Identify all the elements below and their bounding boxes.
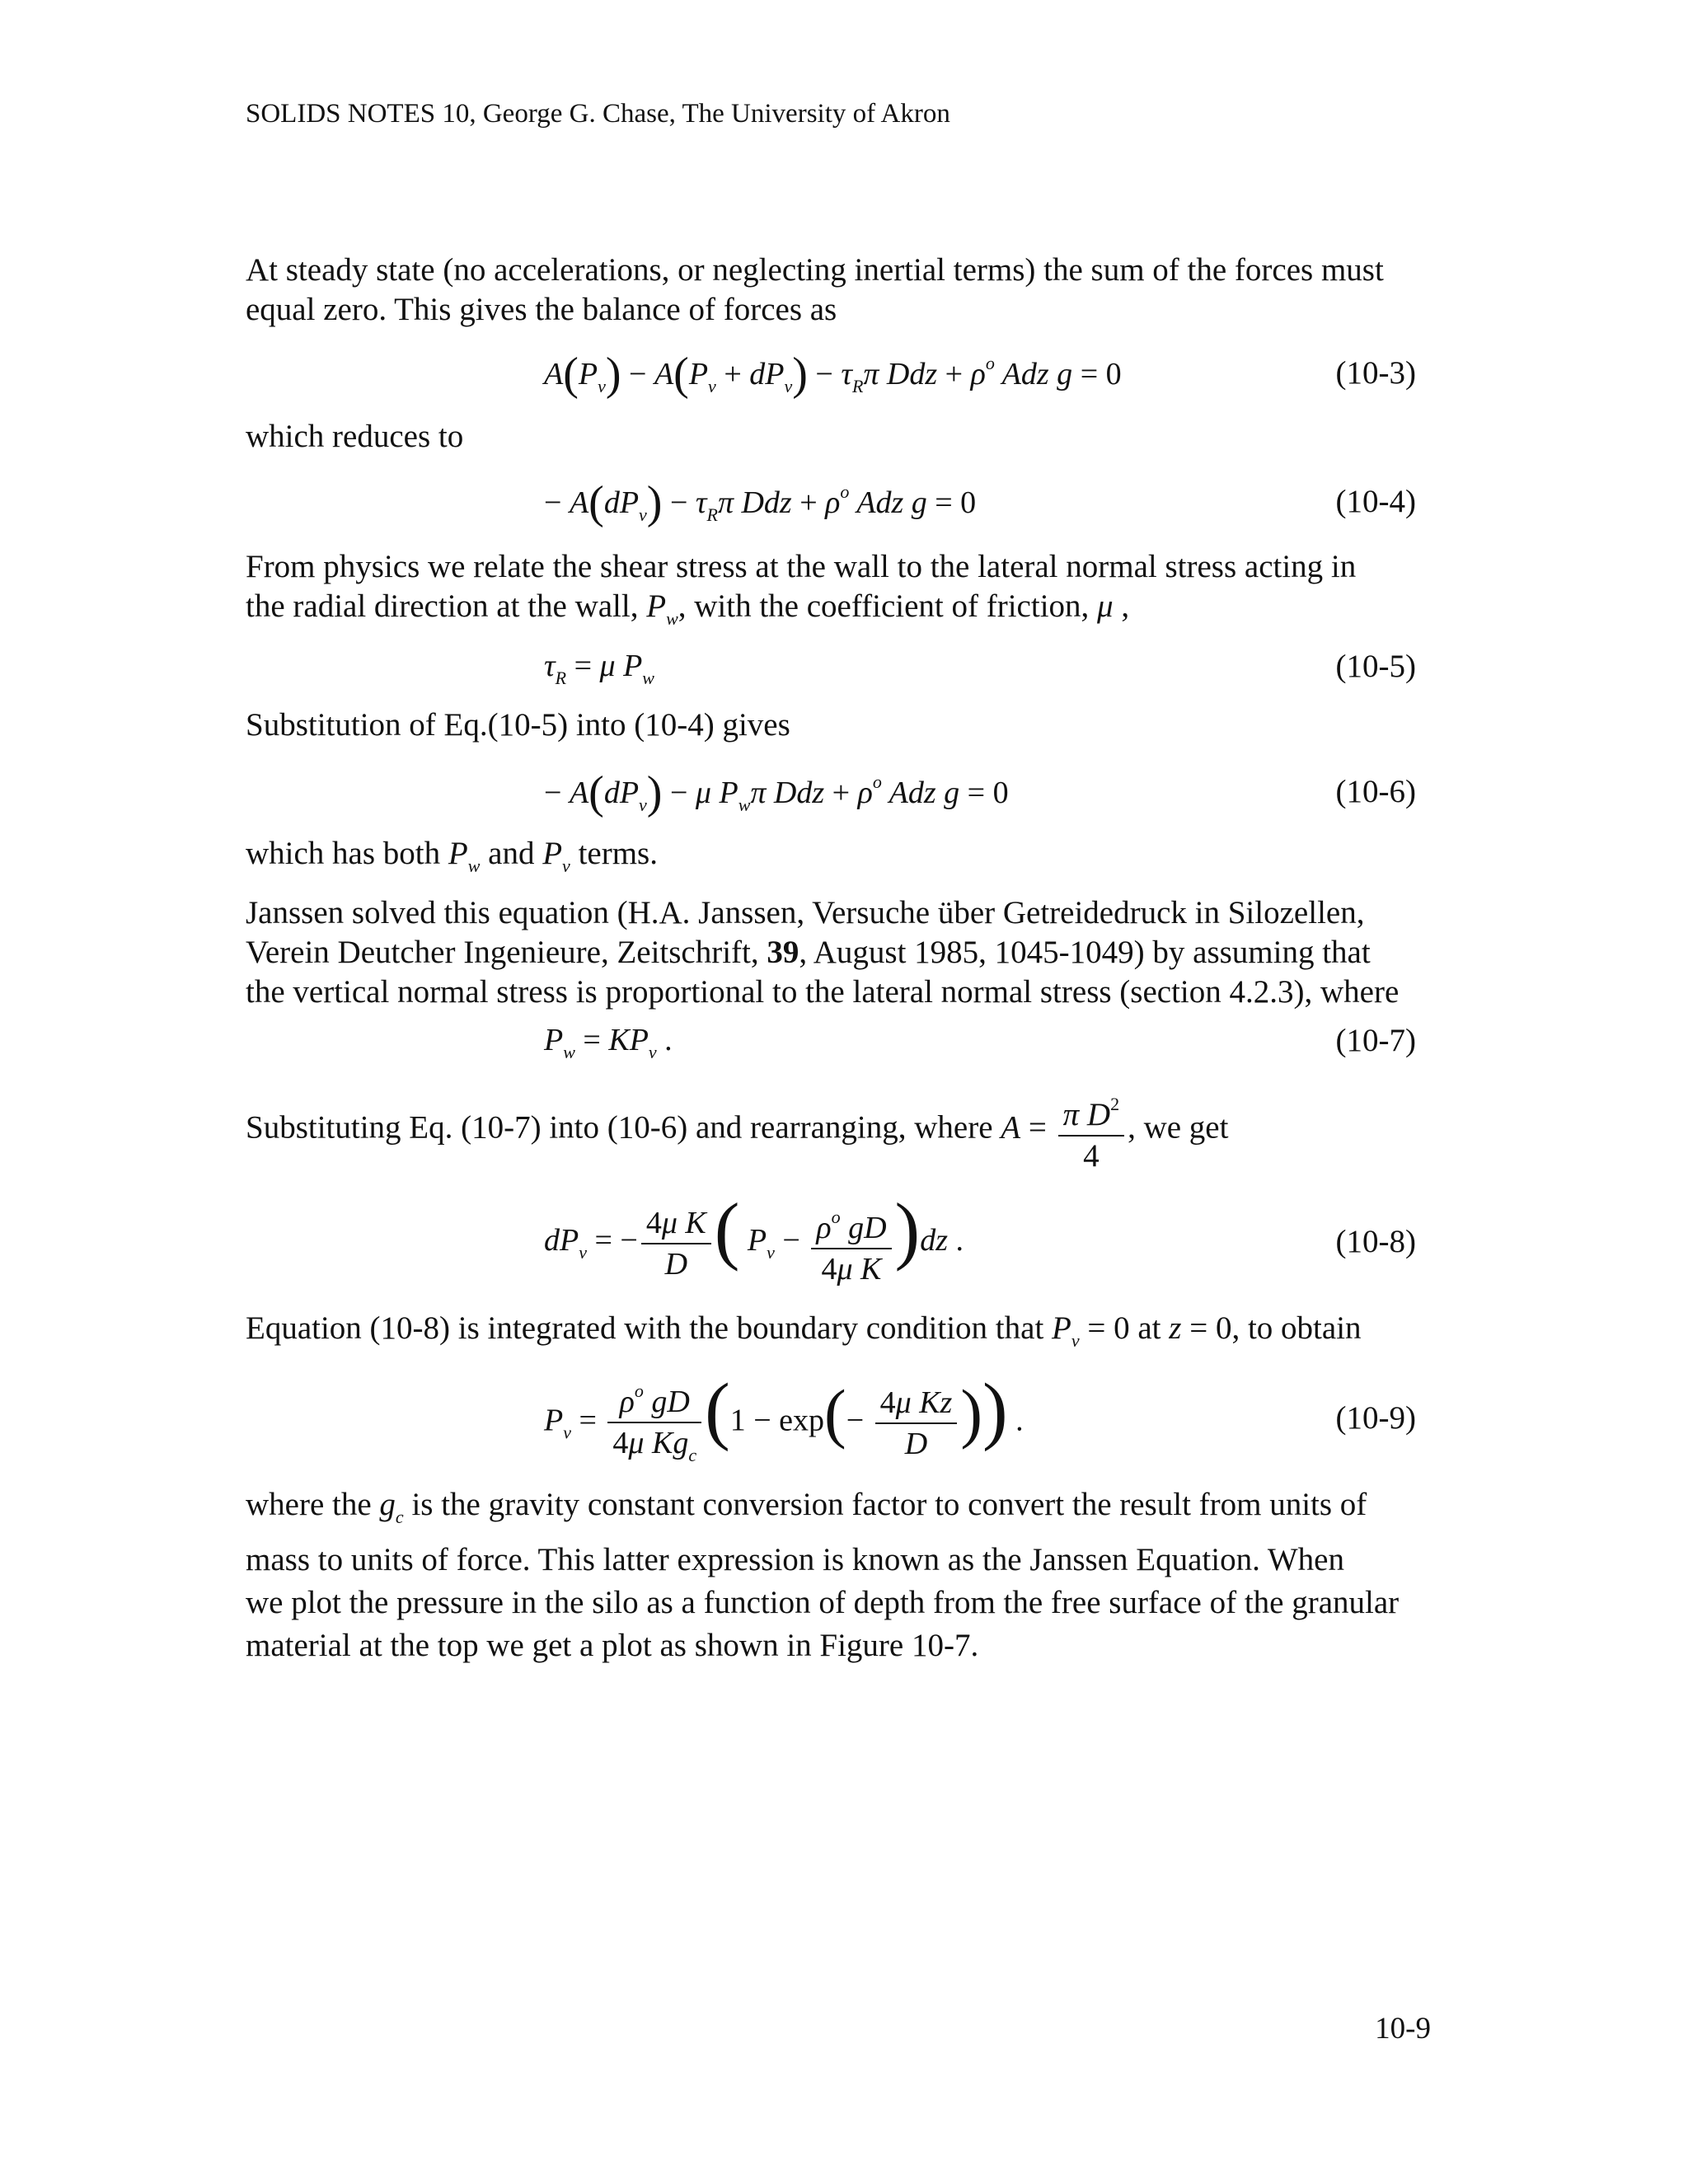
text-line: mass to units of force. This latter expression is known as the Janssen Equation. When	[246, 1542, 1344, 1577]
text-line: Verein Deutcher Ingenieure, Zeitschrift, 39, August 1985, 1045-1049) by assuming that	[246, 935, 1371, 970]
text-line: where the $g_c$ is the gravity constant conversion factor to convert the result from units of	[246, 1487, 1367, 1527]
equation-10-8: $dP_v$ = − $\frac{\text{4μ K}}{D}$ ( $P_v$ − $\frac{\rho^o gD}{\text{4μ K}}$ )dz .	[544, 1188, 964, 1286]
equation-number: (10-8)	[1335, 1224, 1416, 1259]
text-line: the vertical normal stress is proportional to the lateral normal stress (section 4.2.3), where	[246, 974, 1400, 1010]
text-substituting: Substituting Eq. (10-7) into (10-6) and rearranging, where A = $\frac{\pi D^2}{4}$ , we get	[246, 1086, 1228, 1174]
page-number: 10-9	[1375, 2012, 1431, 2046]
equation-10-7: $P_w = KP_v$ .	[544, 1023, 673, 1062]
text-boundary-condition: Equation (10-8) is integrated with the boundary condition that $P_v = 0$ at z = 0, to obtain	[246, 1310, 1362, 1351]
equation-number: (10-7)	[1335, 1023, 1416, 1058]
fraction-area: $\frac{\pi D^2}{4}$	[1058, 1086, 1124, 1174]
equation-10-9: $P_v$ = $\frac{\rho^o gD}{4\mu Kg_c}$ (1 − exp(− $\frac{\text{4μ Kz}}{D}$ )) .	[544, 1367, 1024, 1465]
text-which-has-both: which has both $P_w$ and $P_v$ terms.	[246, 836, 658, 876]
equation-10-3: $A(P_v) - A(P_v + dP_v) - \tau_R\pi$ Ddz + $\rho^o$ Adz g = 0	[544, 349, 1122, 400]
text-line: equal zero. This gives the balance of forces as	[246, 292, 837, 327]
text-line: we plot the pressure in the silo as a function of depth from the free surface of the granular	[246, 1585, 1400, 1620]
text-line: At steady state (no accelerations, or neglecting inertial terms) the sum of the forces must	[246, 252, 1384, 288]
text-line: From physics we relate the shear stress at the wall to the lateral normal stress acting in	[246, 549, 1357, 584]
paragraph-janssen	[246, 893, 1399, 1012]
paragraph-shear-stress	[246, 547, 1356, 639]
equation-number: (10-9)	[1335, 1400, 1416, 1436]
page-header: SOLIDS NOTES 10, George G. Chase, The University of Akron	[246, 99, 950, 129]
text-line: Janssen solved this equation (H.A. Janssen, Versuche über Getreidedruck in Silozellen,	[246, 895, 1365, 930]
equation-number: (10-5)	[1335, 649, 1416, 684]
text-line: material at the top we get a plot as shown in Figure 10-7.	[246, 1628, 979, 1663]
equation-number: (10-4)	[1335, 484, 1416, 519]
equation-10-4: − $A(dP_v) - \tau_R\pi$ Ddz + $\rho^o$ Adz g = 0	[544, 477, 977, 528]
text-which-reduces-to: which reduces to	[246, 419, 464, 454]
paragraph-steady-state	[246, 251, 1384, 330]
paragraph-janssen-equation	[246, 1483, 1399, 1667]
equation-10-6: − $A(dP_v) - \mu$ $P_w\pi$ Ddz + $\rho^o$ Adz g = 0	[544, 767, 1009, 818]
equation-number: (10-6)	[1335, 774, 1416, 809]
text-substitution: Substitution of Eq.(10-5) into (10-4) gives	[246, 707, 790, 743]
text-line: the radial direction at the wall, $P_w$, with the coefficient of friction, μ ,	[246, 588, 1130, 629]
equation-10-5: $\tau_R = \mu$ $P_w$	[544, 649, 654, 688]
equation-number: (10-3)	[1335, 355, 1416, 391]
